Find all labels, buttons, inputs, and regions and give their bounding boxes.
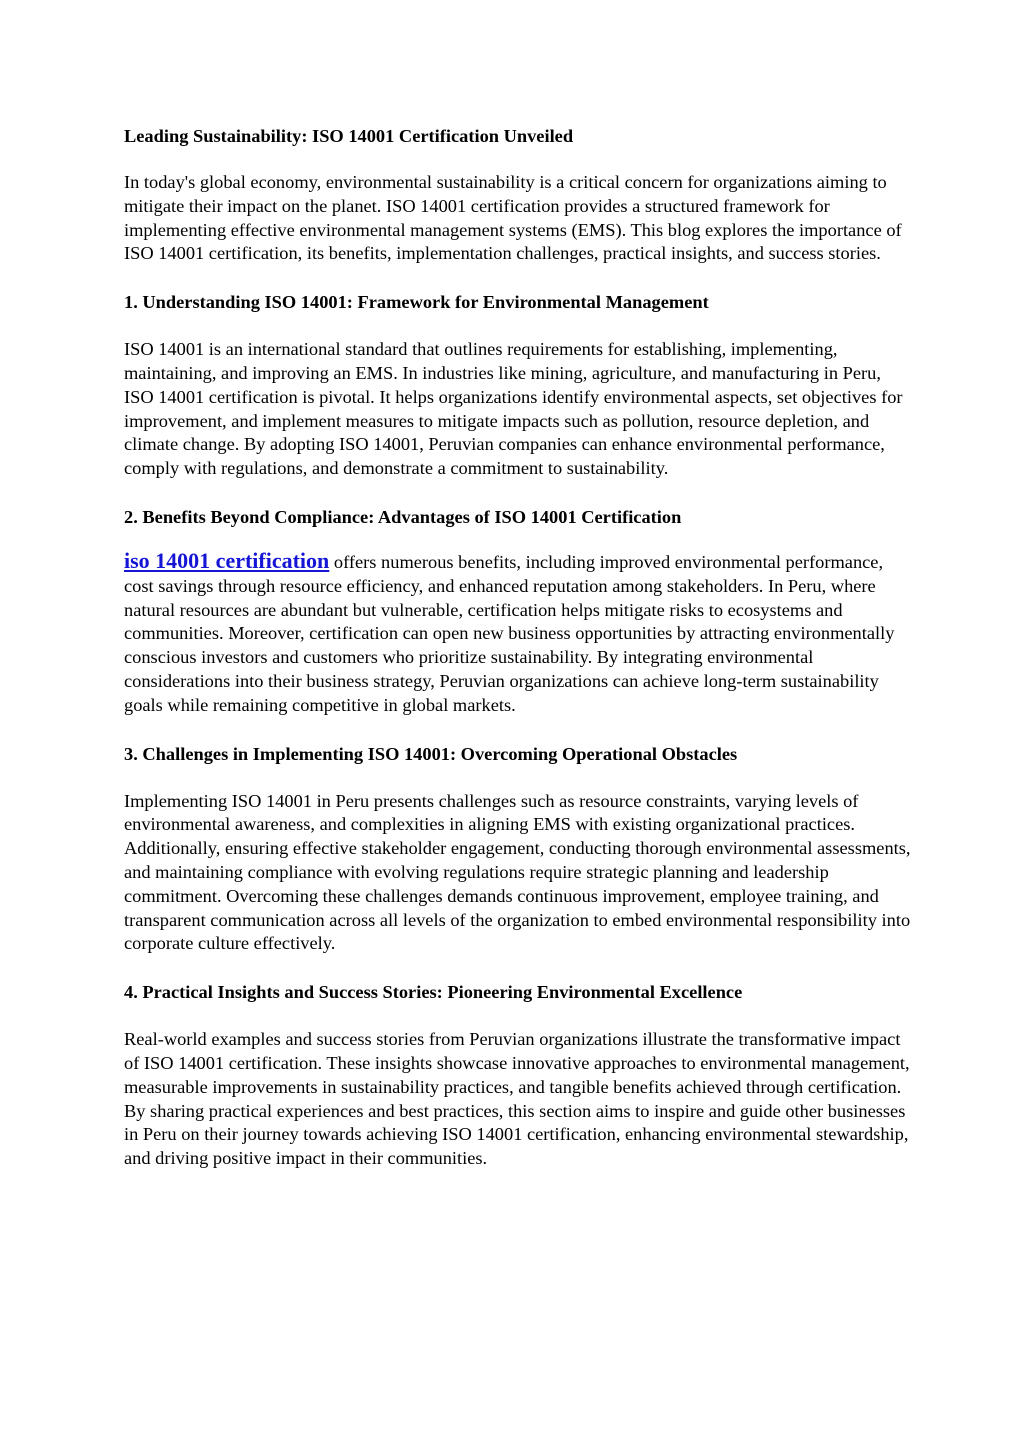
section-3-heading: 3. Challenges in Implementing ISO 14001: Overcoming Operational Obstacles	[124, 743, 738, 764]
iso-14001-certification-link[interactable]: iso 14001 certification	[124, 547, 330, 573]
section-4-heading: 4. Practical Insights and Success Stories: Pioneering Environmental Excellence	[124, 982, 743, 1003]
document-title: Leading Sustainability: ISO 14001 Certification Unveiled	[124, 126, 574, 146]
section-2-heading: 2. Benefits Beyond Compliance: Advantages of ISO 14001 Certification	[124, 506, 682, 527]
section-2-body: offers numerous benefits, including improved environmental performance, cost savings through resource efficiency, and enhanced reputation among stakeholders. In Peru, where natural resources are abundant but vulnerable, certification helps mitigate risks to ecosystems and communities. Moreover, certification can open new business opportunities by attracting environmentally conscious investors and customers who prioritize sustainability. By integrating environmental considerations into their business strategy, Peruvian organizations can achieve long-term sustainability goals while remaining competitive in global markets.	[124, 551, 895, 715]
section-2-paragraph	[124, 549, 914, 718]
intro-paragraph: In today's global economy, environmental sustainability is a critical concern for organizations aiming to mitigate their impact on the planet. ISO 14001 certification provides a structured framework for implementing effective environmental management systems (EMS). This blog explores the importance of ISO 14001 certification, its benefits, implementation challenges, practical insights, and success stories.	[124, 172, 902, 264]
section-4-body: Real-world examples and success stories from Peruvian organizations illustrate the transformative impact of ISO 14001 certification. These insights showcase innovative approaches to environmental management, measurable improvements in sustainability practices, and tangible benefits achieved through certification. By sharing practical experiences and best practices, this section aims to inspire and guide other businesses in Peru on their journey towards achieving ISO 14001 certification, enhancing environmental stewardship, and driving positive impact in their communities.	[124, 1029, 910, 1169]
section-1-heading: 1. Understanding ISO 14001: Framework for Environmental Management	[124, 292, 709, 313]
section-1-body: ISO 14001 is an international standard that outlines requirements for establishing, implementing, maintaining, and improving an EMS. In industries like mining, agriculture, and manufacturing in Peru, ISO 14001 certification is pivotal. It helps organizations identify environmental aspects, set objectives for improvement, and implement measures to mitigate impacts such as pollution, resource depletion, and climate change. By adopting ISO 14001, Peruvian companies can enhance environmental performance, comply with regulations, and demonstrate a commitment to sustainability.	[124, 339, 903, 479]
document-page	[124, 124, 914, 1195]
section-3-body: Implementing ISO 14001 in Peru presents challenges such as resource constraints, varying levels of environmental awareness, and complexities in aligning EMS with existing organizational practices. Additionally, ensuring effective stakeholder engagement, conducting thorough environmental assessments, and maintaining compliance with evolving regulations require strategic planning and leadership commitment. Overcoming these challenges demands continuous improvement, employee training, and transparent communication across all levels of the organization to embed environmental responsibility into corporate culture effectively.	[124, 790, 911, 954]
